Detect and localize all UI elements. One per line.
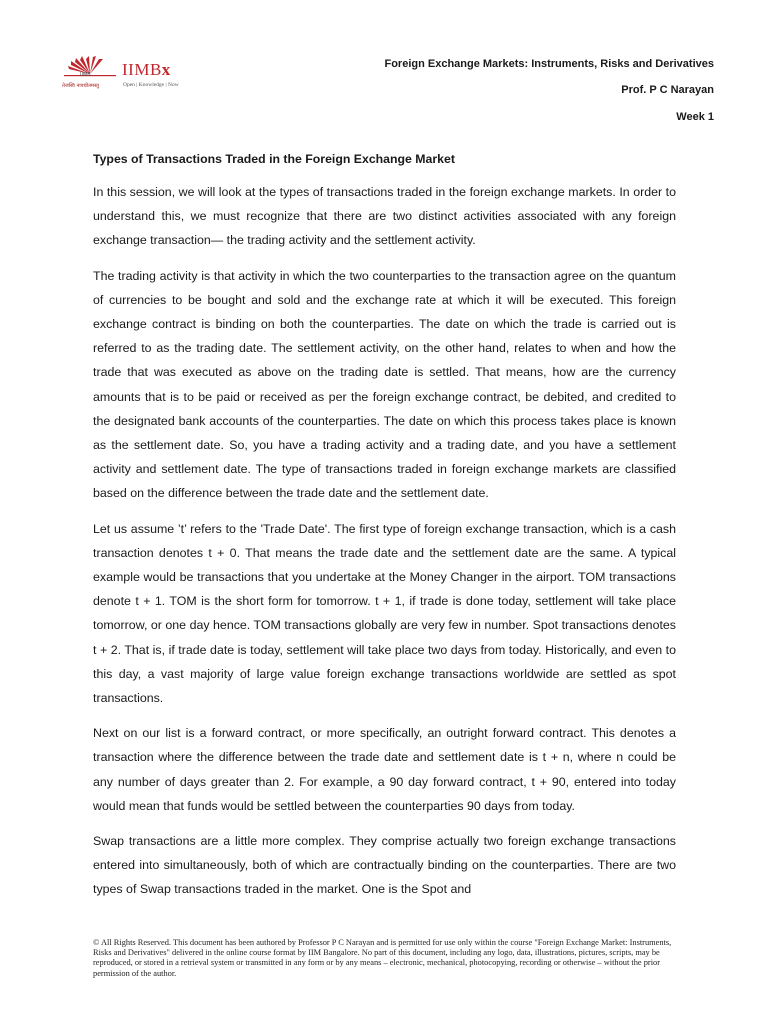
logo-iimb-label: IIMB [80, 72, 91, 78]
paragraph: Swap transactions are a little more complex. They comprise actually two foreign exchange transactions entered into simultaneously, both of which are contractually binding on the counterparties. There are two types of Swap transactions traded in the market. One is the Spot and [93, 834, 676, 897]
professor-name: Prof. P C Narayan [621, 84, 714, 96]
paragraph: Next on our list is a forward contract, or more specifically, an outright forward contract. This denotes a transaction where the difference between the trade date and settlement date is t + n, where n could be any number of days greater than 2. For example, a 90 day forward contract, t + 90, entered into today would mean that funds would be settled between the counterparties 90 days from today. [93, 726, 676, 813]
paragraph: Let us assume ’t’ refers to the 'Trade Date'. The first type of foreign exchange transaction, which is a cash transaction denotes t + 0. That means the trade date and the settlement date are the same. A typical example would be transactions that you undertake at the Money Changer in the airport. TOM transactions denote t + 1. TOM is the short form for tomorrow. t + 1, if trade is done today, settlement will take place tomorrow, or one day hence. TOM transactions globally are very few in number. Spot transactions denotes t + 2. That is, if trade date is today, settlement will take place two days from today. Historically, and even to this day, a vast majority of large value foreign exchange transactions worldwide are settled as spot transactions. [93, 521, 676, 706]
week-label: Week 1 [676, 111, 714, 123]
paragraph: In this session, we will look at the types of transactions traded in the foreign exchange markets. In order to understand this, we must recognize that there are two distinct activities associated with any foreign exchange transaction— the trading activity and the settlement activity. [93, 185, 676, 248]
logo-motto: तेजस्वि नावधीतमस्तु [62, 83, 100, 89]
section-heading: Types of Transactions Traded in the Foreign Exchange Market [93, 152, 455, 166]
logo-tagline: Open | Knowledge | Now [123, 82, 179, 88]
document-body [93, 152, 676, 913]
course-title: Foreign Exchange Markets: Instruments, Risks and Derivatives [384, 58, 714, 70]
iimbx-logo [62, 56, 212, 96]
logo-brand-text: IIMB [122, 60, 162, 79]
copyright-footer: © All Rights Reserved. This document has been authored by Professor P C Narayan and is permitted for use only within the course "Foreign Exchange Market: Instruments, Risks and Derivatives" delivered in the online course format by IIM Bangalore. No part of this document, including any logo, data, illustrations, pictures, scripts, may be reproduced, or stored in a retrieval system or transmitted in any form or by any means – electronic, mechanical, photocopying, recording or otherwise – without the prior permission of the author. [93, 938, 672, 978]
logo-wordmark [122, 60, 171, 80]
paragraph: The trading activity is that activity in which the two counterparties to the transaction agree on the quantum of currencies to be bought and sold and the exchange rate at which it will be executed. This foreign exchange contract is binding on both the counterparties. The date on which the trade is carried out is referred to as the trading date. The settlement activity, on the other hand, relates to when and how the trade that was executed as above on the trading date is settled. That means, how are the currency amounts that is to be paid or received as per the foreign exchange contract, be debited, and credited to the designated bank accounts of the counterparties. The date on which this process takes place is known as the settlement date. So, you have a trading activity and a trading date, and you have a settlement activity and settlement date. The type of transactions traded in foreign exchange markets are classified based on the difference between the trade date and the settlement date. [93, 268, 676, 501]
iimb-emblem-icon [62, 56, 118, 82]
logo-brand-x: x [161, 60, 171, 79]
